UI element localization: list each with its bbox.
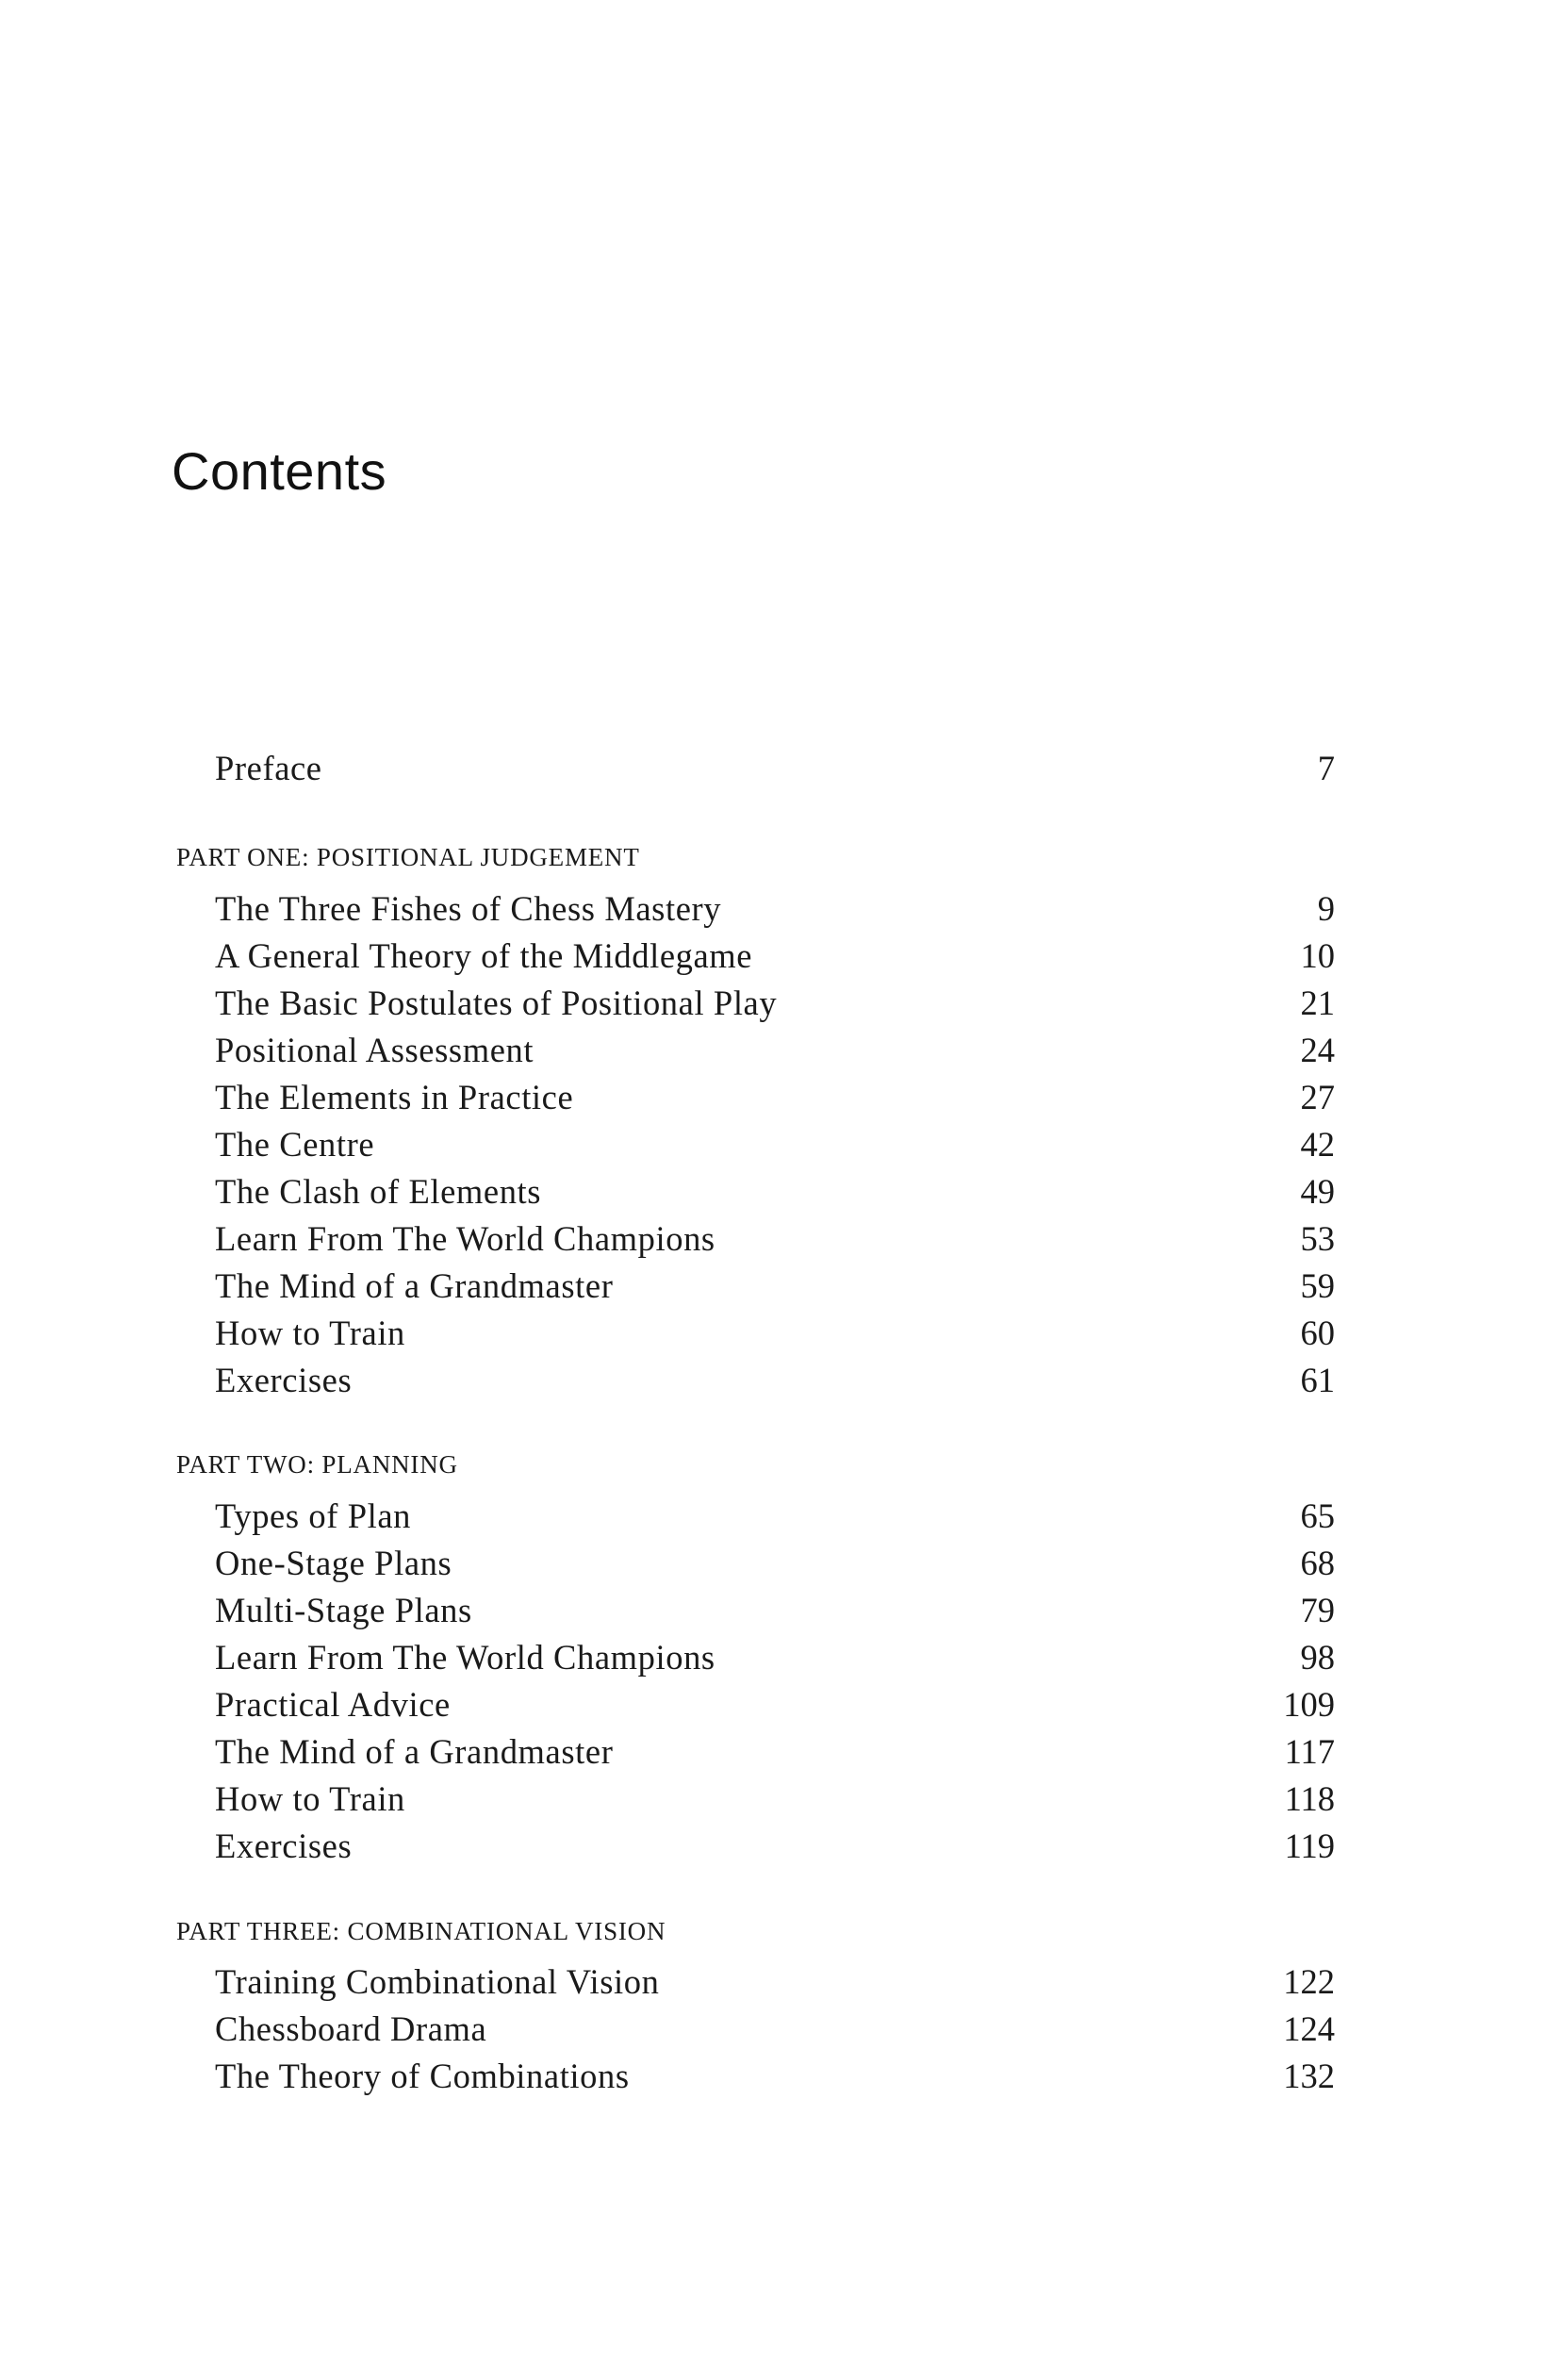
toc-entry	[0, 1115, 1546, 1162]
toc-entry	[0, 879, 1546, 926]
toc-entry	[0, 1675, 1546, 1722]
toc-entry	[0, 1722, 1546, 1769]
toc-entry-label: The Mind of a Grandmaster	[215, 1731, 614, 1771]
toc-entry-page: 68	[1300, 1543, 1335, 1582]
toc-entry-page: 10	[1300, 935, 1335, 975]
toc-entry-label: Training Combinational Vision	[215, 1961, 660, 2001]
part-heading: PART TWO: PLANNING	[176, 1450, 458, 1479]
toc-entry-label: Multi-Stage Plans	[215, 1590, 472, 1629]
toc-entry-label: The Clash of Elements	[215, 1171, 542, 1211]
toc-entry-page: 122	[1283, 1961, 1335, 2001]
toc-entry	[0, 1256, 1546, 1303]
toc-entry-label: The Basic Postulates of Positional Play	[215, 983, 778, 1022]
toc-entry-page: 98	[1300, 1637, 1335, 1677]
toc-entry-page: 117	[1284, 1731, 1335, 1771]
toc-entry-label: The Elements in Practice	[215, 1077, 574, 1116]
toc-entry	[0, 1769, 1546, 1816]
toc-entry-label: Preface	[215, 748, 322, 787]
toc-entry-label: Positional Assessment	[215, 1030, 535, 1069]
toc-entry-page: 53	[1300, 1218, 1335, 1258]
toc-entry-label: Chessboard Drama	[215, 2008, 487, 2048]
toc-entry-label: Types of Plan	[215, 1496, 411, 1535]
toc-entry	[0, 1999, 1546, 2046]
toc-entry-label: Learn From The World Champions	[215, 1218, 715, 1258]
toc-entry-preface	[0, 738, 1546, 785]
toc-entry-page: 7	[1317, 748, 1335, 787]
toc-entry	[0, 1628, 1546, 1675]
toc-entry	[0, 1209, 1546, 1256]
toc-entry	[0, 1580, 1546, 1628]
toc-entry-label: Exercises	[215, 1826, 353, 1865]
toc-entry	[0, 1067, 1546, 1115]
toc-entry-label: The Mind of a Grandmaster	[215, 1265, 614, 1305]
toc-entry	[0, 2046, 1546, 2093]
toc-entry-page: 9	[1317, 888, 1335, 928]
toc-entry	[0, 1350, 1546, 1397]
toc-entry	[0, 1303, 1546, 1350]
page-title: Contents	[172, 441, 387, 501]
toc-entry	[0, 1533, 1546, 1580]
toc-entry-page: 119	[1284, 1826, 1335, 1865]
toc-entry	[0, 1486, 1546, 1533]
toc-entry-page: 21	[1300, 983, 1335, 1022]
part-heading: PART ONE: POSITIONAL JUDGEMENT	[176, 843, 640, 871]
toc-entry-label: One-Stage Plans	[215, 1543, 452, 1582]
toc-entry-page: 59	[1300, 1265, 1335, 1305]
toc-entry	[0, 1952, 1546, 1999]
toc-entry-page: 42	[1300, 1124, 1335, 1164]
toc-entry-label: How to Train	[215, 1778, 405, 1818]
toc-entry-label: A General Theory of the Middlegame	[215, 935, 753, 975]
toc-entry-label: Practical Advice	[215, 1684, 451, 1724]
toc-entry-label: The Centre	[215, 1124, 375, 1164]
toc-entry-page: 65	[1300, 1496, 1335, 1535]
toc-entry-page: 109	[1283, 1684, 1335, 1724]
toc-entry-page: 132	[1283, 2056, 1335, 2095]
toc-entry	[0, 1162, 1546, 1209]
toc-entry-page: 49	[1300, 1171, 1335, 1211]
toc-entry-page: 124	[1283, 2008, 1335, 2048]
toc-entry-label: Learn From The World Champions	[215, 1637, 715, 1677]
toc-entry	[0, 926, 1546, 973]
toc-entry-page: 27	[1300, 1077, 1335, 1116]
toc-entry-page: 79	[1300, 1590, 1335, 1629]
toc-entry	[0, 1020, 1546, 1067]
toc-entry-page: 24	[1300, 1030, 1335, 1069]
toc-entry	[0, 1816, 1546, 1863]
toc-entry-page: 118	[1284, 1778, 1335, 1818]
toc-entry-label: The Three Fishes of Chess Mastery	[215, 888, 722, 928]
toc-entry-page: 60	[1300, 1313, 1335, 1352]
toc-entry-label: How to Train	[215, 1313, 405, 1352]
part-heading: PART THREE: COMBINATIONAL VISION	[176, 1917, 666, 1945]
toc-entry-page: 61	[1300, 1360, 1335, 1399]
toc-entry-label: Exercises	[215, 1360, 353, 1399]
toc-entry-label: The Theory of Combinations	[215, 2056, 630, 2095]
toc-entry	[0, 973, 1546, 1020]
